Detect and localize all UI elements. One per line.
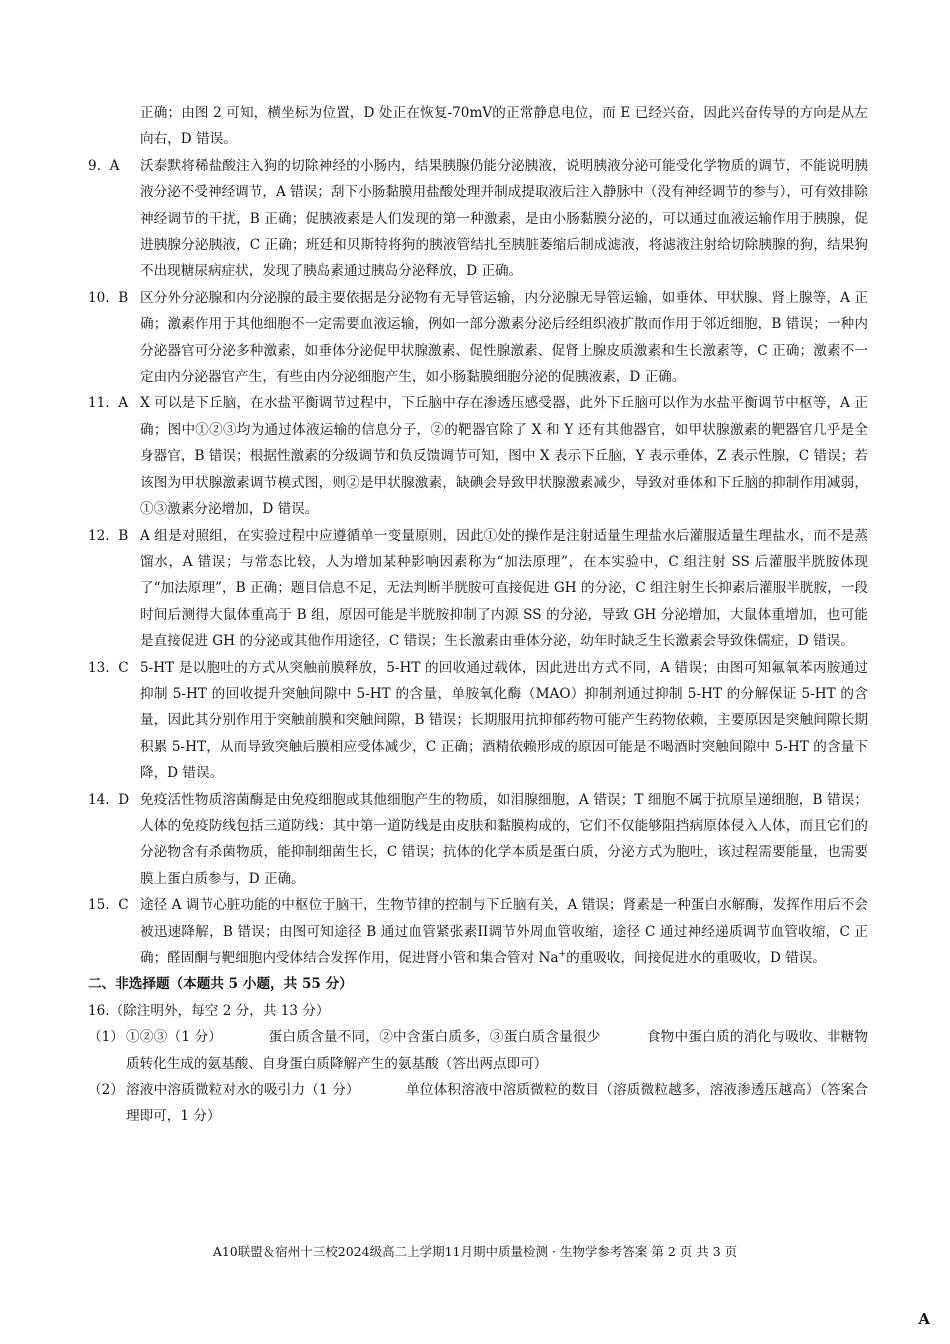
sub-answer-c: 食物中蛋白质的消化与吸收、非糖物质转化生成的氨基酸、自身蛋白质降解产生的氨基酸（答出两点即可）	[126, 1029, 868, 1072]
carryover-paragraph: 正确；由图 2 可知，横坐标为位置，D 处正在恢复-70mV的正常静息电位，而 E 已经兴奋，因此兴奋传导的方向是从左向右，D 错误。	[140, 105, 868, 148]
answer-explanation: X 可以是下丘脑，在水盐平衡调节过程中，下丘脑中存在渗透压感受器，此外下丘脑可以作为水盐平衡调节中枢等，A 正确；图中①②③均为通过体液运输的信息分子，②的靶器官除了 X 和 Y 还有其他器官，如甲状腺激素的靶器官几乎是全身器官，B 错误；根据性激素的分级调节和负反馈调节可知，图中 X 表示下丘脑，Y 表示垂体，Z 表示性腺，C 错误；若该图为甲状腺激素调节模式图，则②是甲状腺激素，缺碘会导致甲状腺激素减少，导致对垂体和下丘脑的抑制作用减弱，①③激素分泌增加，D 错误。	[140, 395, 868, 518]
sub-number: （2）	[88, 1082, 124, 1099]
answer-number: 14. D	[88, 791, 130, 808]
answer-explanation: 区分外分泌腺和内分泌腺的最主要依据是分泌物有无导管运输，内分泌腺无导管运输，如垂体、甲状腺、肾上腺等，A 正确；激素作用于其他细胞不一定需要血液运输，例如一部分激素分泌后经组织液扩散而作用于邻近细胞，B 错误；一种内分泌器官可分泌多种激素，如垂体分泌促甲状腺激素、促性腺激素、促肾上腺皮质激素和生长激素等，C 正确；激素不一定由内分泌器官产生，有些由内分泌细胞产生，如小肠黏膜细胞分泌的促胰液素，D 正确。	[140, 289, 868, 386]
q16-sub-2	[88, 1077, 868, 1130]
answer-item-14	[88, 787, 868, 893]
answer-number: 15. C	[88, 897, 129, 914]
answer-item-13	[88, 655, 868, 787]
answer-explanation: 沃泰默将稀盐酸注入狗的切除神经的小肠内，结果胰腺仍能分泌胰液，说明胰液分泌可能受化学物质的调节，不能说明胰液分泌不受神经调节，A 错误；刮下小肠黏膜用盐酸处理并制成提取液后注入静脉中（没有神经调节的参与），可有效排除神经调节的干扰，B 正确；促胰液素是人们发现的第一种激素，是由小肠黏膜分泌的，可以通过血液运输作用于胰腺，促进胰腺分泌胰液，C 正确；班廷和贝斯特将狗的胰液管结扎至胰脏萎缩后制成滤液，将滤液注射给切除胰腺的狗，结果狗不出现糖尿病症状，发现了胰岛素通过胰岛分泌释放，D 正确。	[140, 157, 868, 280]
page-footer: A10联盟＆宿州十三校2024级高二上学期11月期中质量检测 · 生物学参考答案 第 2 页 共 3 页	[212, 1244, 738, 1259]
section-heading: 二、非选择题（本题共 5 小题，共 55 分）	[88, 976, 353, 993]
answer-explanation: A 组是对照组，在实验过程中应遵循单一变量原则，因此①处的操作是注射适量生理盐水后灌服适量生理盐水，而不是蒸馏水，A 错误；与常态比较，人为增加某种影响因素称为“加法原理”，在本实验中，C 组注射 SS 后灌服半胱胺体现了“加法原理”，B 正确；题目信息不足，无法判断半胱胺可直接促进 GH 的分泌，C 组注射生长抑素后灌服半胱胺，一段时间后测得大鼠体重高于 B 组，原因可能是半胱胺抑制了内源 SS 的分泌，导致 GH 分泌增加，大鼠体重增加，也可能是直接促进 GH 的分泌或其他作用途径，C 错误；生长激素由垂体分泌，幼年时缺乏生长激素会导致侏儒症，D 错误。	[140, 527, 868, 650]
answer-explanation: 免疫活性物质溶菌酶是由免疫细胞或其他细胞产生的物质，如泪腺细胞，A 错误；T 细胞不属于抗原呈递细胞，B 错误；人体的免疫防线包括三道防线：其中第一道防线是由皮肤和黏膜构成的，它们不仅能够阻挡病原体侵入人体，而且它们的分泌物含有杀菌物质，能抑制细菌生长，C 错误；抗体的化学本质是蛋白质，分泌方式为胞吐，该过程需要能量，也需要膜上蛋白质参与，D 正确。	[140, 791, 868, 887]
sub-answer-a: ①②③（1 分）	[126, 1029, 223, 1046]
corner-mark: A	[918, 1310, 930, 1328]
question-16-intro: 16.（除注明外，每空 2 分，共 13 分）	[88, 1002, 330, 1019]
sub-number: （1）	[88, 1029, 124, 1046]
answer-item-9	[88, 153, 868, 285]
sub-answer-a: 溶液中溶质微粒对水的吸引力（1 分）	[126, 1082, 360, 1099]
answer-explanation: 5-HT 是以胞吐的方式从突触前膜释放，5-HT 的回收通过载体，因此进出方式不同，A 错误；由图可知氟氧苯丙胺通过抑制 5-HT 的回收提升突触间隙中 5-HT 的含量，单胺氧化酶（MAO）抑制剂通过抑制 5-HT 的分解保证 5-HT 的含量，因此其分别作用于突触前膜和突触间隙，B 错误；长期服用抗抑郁药物可能产生药物依赖，主要原因是突触间隙长期积累 5-HT，从而导致突触后膜相应受体减少，C 正确；酒精依赖形成的原因可能是不喝酒时突触间隙中 5-HT 的含量下降，D 错误。	[140, 659, 868, 782]
answer-number: 13. C	[88, 659, 129, 676]
answer-number: 11. A	[88, 395, 129, 412]
answer-number: 10. B	[88, 289, 129, 306]
answer-explanation: 途径 A 调节心脏功能的中枢位于脑干，生物节律的控制与下丘脑有关，A 错误；肾素是一种蛋白水解酶，发挥作用后不会被迅速降解，B 错误；由图可知途径 B 通过血管紧张素II调节外周血管收缩，途径 C 通过神经递质调节血管收缩，C 正确；醛固酮与靶细胞内受体结合发挥作用，促进肾小管和集合管对 Na+的重吸收，间接促进水的重吸收，D 错误。	[140, 897, 868, 966]
superscript-plus: +	[558, 949, 567, 960]
answer-item-11	[88, 390, 868, 522]
answer-number: 12. B	[88, 527, 129, 544]
q16-sub-1	[88, 1024, 868, 1077]
answer-item-10	[88, 285, 868, 391]
sub-answer-b: 蛋白质含量不同，②中含蛋白质多，③蛋白质含量很少	[268, 1029, 601, 1046]
answer-item-12	[88, 523, 868, 655]
answer-item-15	[88, 892, 868, 971]
answer-content	[88, 100, 868, 1130]
answer-number: 9. A	[88, 157, 120, 174]
sub-answer-b: 单位体积溶液中溶质微粒的数目（溶质微粒越多，溶液渗透压越高）（答案合理即可，1 分）	[126, 1082, 869, 1125]
